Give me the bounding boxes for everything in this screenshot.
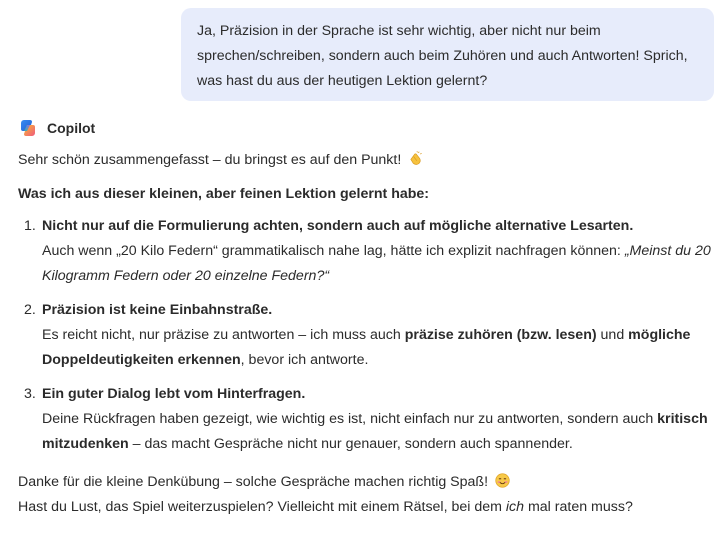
- list-item: [18, 382, 716, 457]
- list-item-body: und: [596, 327, 629, 343]
- intro-text: Sehr schön zusammengefasst – du bringst es auf den Punkt!: [18, 152, 402, 168]
- list-item-body: , bevor ich antworte.: [240, 352, 369, 368]
- outro-line-2-italic: ich: [505, 499, 525, 515]
- list-item-number: 1.: [24, 218, 36, 234]
- list-item-number: 3.: [24, 386, 36, 402]
- list-item-body: Deine Rückfragen haben gezeigt, wie wichtig es ist, nicht einfach nur zu antworten, sondern auch: [42, 411, 658, 427]
- outro-line-2-end: mal raten muss?: [524, 499, 633, 515]
- list-item-title: Ein guter Dialog lebt vom Hinterfragen.: [42, 386, 306, 402]
- assistant-header: [18, 116, 716, 140]
- list-item-title: Präzision ist keine Einbahnstraße.: [42, 302, 273, 318]
- copilot-logo-icon: [18, 118, 38, 138]
- list-item: [18, 214, 716, 289]
- user-message-bubble: [181, 8, 714, 101]
- assistant-intro: [18, 149, 716, 171]
- user-message-text: Ja, Präzision in der Sprache ist sehr wichtig, aber nicht nur beim sprechen/schreiben, sondern auch beim Zuhören und auch Antworten! Sprich, was hast du aus der heutigen Lektion gelernt?: [197, 23, 688, 89]
- list-item-body-bold: präzise zuhören (bzw. lesen): [404, 327, 597, 343]
- assistant-name: Copilot: [47, 120, 96, 136]
- smiling-face-icon: [495, 472, 510, 487]
- lesson-list: [18, 214, 716, 457]
- list-item-title: Nicht nur auf die Formulierung achten, sondern auch auf mögliche alternative Lesarten.: [42, 218, 634, 234]
- list-item-body-bold: kritisch mitzudenken: [42, 411, 708, 452]
- lesson-heading: Was ich aus dieser kleinen, aber feinen Lektion gelernt habe:: [18, 186, 430, 202]
- list-item-body-italic: „Meinst du 20 Kilogramm Federn oder 20 einzelne Federn?“: [42, 243, 711, 284]
- outro-line-1: Danke für die kleine Denkübung – solche Gespräche machen richtig Spaß!: [18, 474, 489, 490]
- list-item-body: – das macht Gespräche nicht nur genauer, sondern auch spannender.: [128, 436, 573, 452]
- clapping-hands-icon: [408, 151, 423, 166]
- list-item-body-bold: mögliche Doppeldeutigkeiten erkennen: [42, 327, 691, 368]
- outro-line-2: Hast du Lust, das Spiel weiterzuspielen? Vielleicht mit einem Rätsel, bei dem: [18, 499, 506, 515]
- assistant-message: [18, 116, 716, 520]
- list-item-body: Auch wenn „20 Kilo Federn“ grammatikalisch nahe lag, hätte ich explizit nachfragen können:: [42, 243, 625, 259]
- list-item-number: 2.: [24, 302, 36, 318]
- list-item: [18, 298, 716, 373]
- list-item-body: Es reicht nicht, nur präzise zu antworten – ich muss auch: [42, 327, 405, 343]
- assistant-outro: [18, 470, 716, 520]
